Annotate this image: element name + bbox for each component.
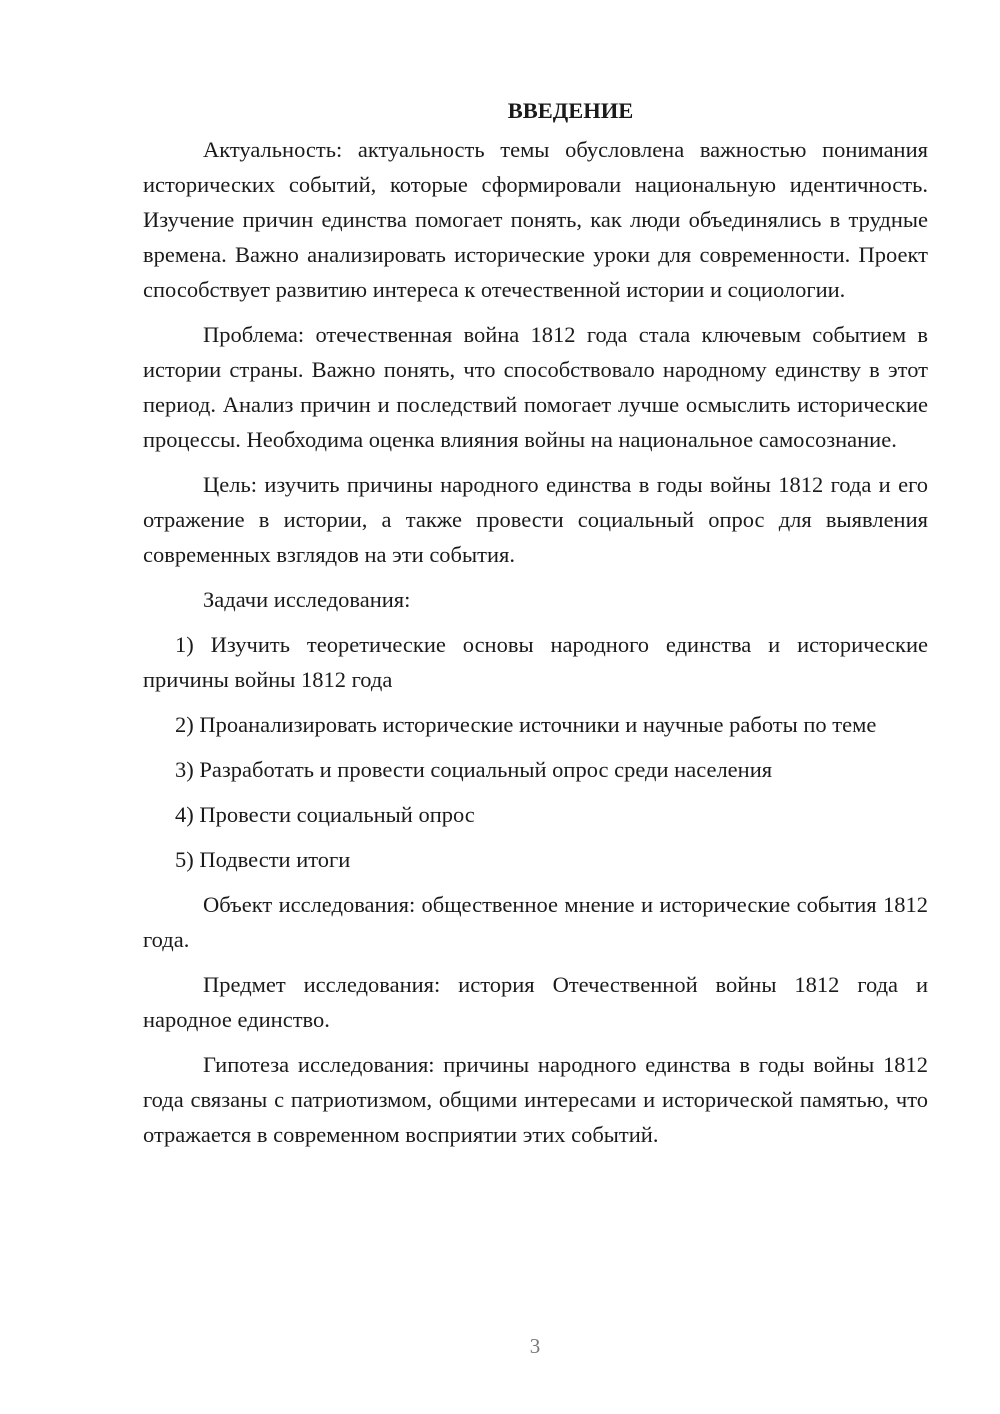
task-item: 4) Провести социальный опрос (175, 802, 475, 827)
tasks-title: Задачи исследования: (203, 587, 411, 612)
task-item: 1) Изучить теоретические основы народного единства и исторические причины войны 1812 года (143, 632, 928, 692)
paragraph-goal: Цель: изучить причины народного единства в годы войны 1812 года и его отражение в истории, а также провести социальный опрос для выявления современных взглядов на эти события. (143, 472, 928, 567)
paragraph-object: Объект исследования: общественное мнение и исторические события 1812 года. (143, 892, 928, 952)
paragraph-subject: Предмет исследования: история Отечественной войны 1812 года и народное единство. (143, 972, 928, 1032)
page-number: 3 (529, 1334, 541, 1358)
paragraph-hypothesis: Гипотеза исследования: причины народного единства в годы войны 1812 года связаны с патриотизмом, общими интересами и исторической памятью, что отражается в современном восприятии этих событий. (143, 1052, 928, 1147)
task-item: 5) Подвести итоги (175, 847, 351, 872)
section-heading: ВВЕДЕНИЕ (507, 98, 634, 123)
task-item: 3) Разработать и провести социальный опрос среди населения (175, 757, 773, 782)
page-content (143, 96, 928, 1152)
paragraph-relevance: Актуальность: актуальность темы обусловлена важностью понимания исторических событий, которые сформировали национальную идентичность. Изучение причин единства помогает понять, как люди объединялись в трудные времена. Важно анализировать исторические уроки для современности. Проект способствует развитию интереса к отечественной истории и социологии. (143, 137, 928, 302)
task-item: 2) Проанализировать исторические источники и научные работы по теме (175, 712, 877, 737)
paragraph-problem: Проблема: отечественная война 1812 года стала ключевым событием в истории страны. Важно понять, что способствовало народному единству в этот период. Анализ причин и последствий помогает лучше осмыслить исторические процессы. Необходима оценка влияния войны на национальное самосознание. (143, 322, 928, 452)
